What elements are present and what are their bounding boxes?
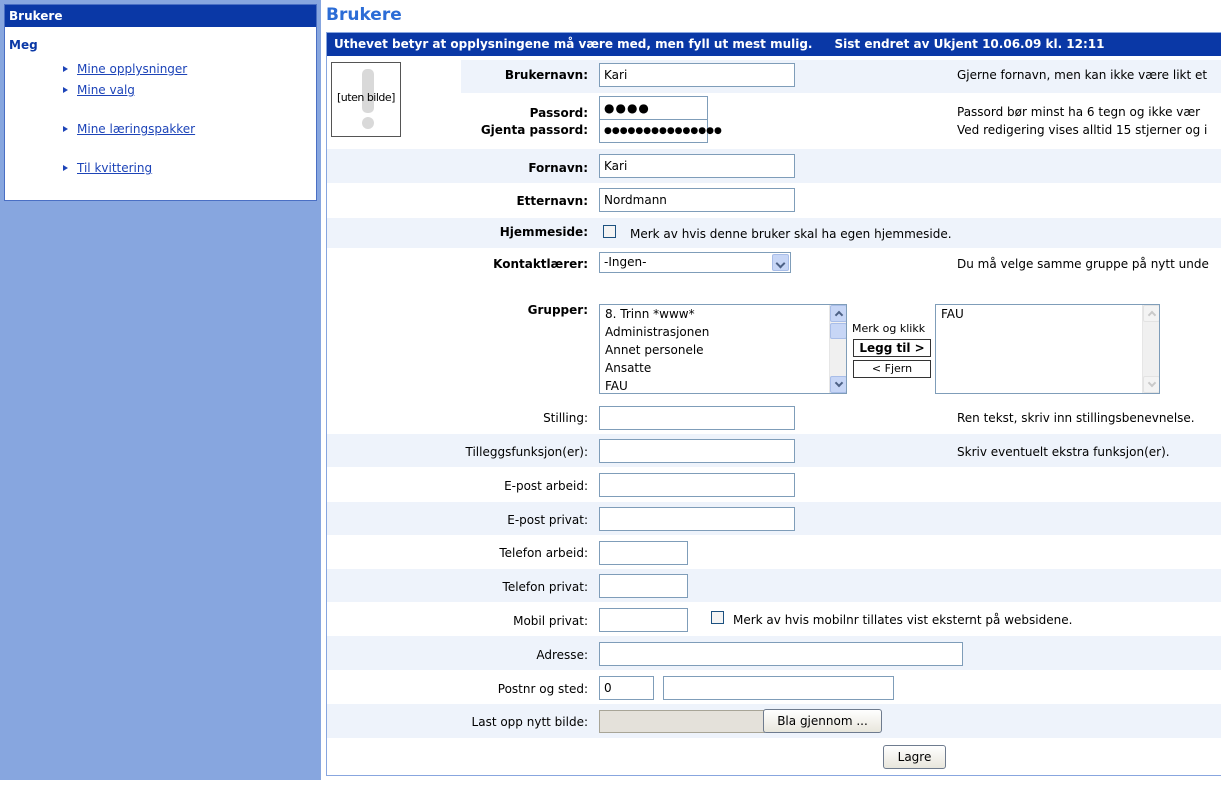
address-input[interactable] — [599, 642, 963, 666]
scroll-down-icon[interactable] — [830, 376, 847, 393]
city-input[interactable] — [663, 676, 894, 700]
extra-functions-input[interactable] — [599, 439, 795, 463]
address-label: Adresse: — [536, 648, 588, 662]
available-groups-list[interactable] — [599, 304, 847, 394]
sidebar — [0, 0, 321, 780]
postal-label: Postnr og sted: — [497, 682, 588, 696]
email-private-label: E-post privat: — [507, 513, 588, 527]
lastname-input[interactable]: Nordmann — [599, 188, 795, 212]
list-item[interactable]: FAU — [941, 307, 964, 321]
phone-private-label: Telefon privat: — [502, 580, 588, 594]
groups-instruction: Merk og klikk — [852, 322, 926, 335]
lastname-label: Etternavn: — [516, 194, 588, 208]
notice-text: Uthevet betyr at opplysningene må være med, men fyll ut mest mulig. — [334, 37, 813, 51]
password-repeat-hint: Ved redigering vises alltid 15 stjerner og i — [957, 123, 1208, 137]
chevron-down-icon[interactable] — [772, 254, 789, 271]
scroll-down-icon — [1143, 376, 1160, 393]
contact-teacher-hint: Du må velge samme gruppe på nytt unde — [957, 257, 1209, 271]
upload-label: Last opp nytt bilde: — [471, 715, 588, 729]
firstname-label: Fornavn: — [528, 161, 588, 175]
email-work-input[interactable] — [599, 473, 795, 497]
password-input[interactable]: ●●●● — [599, 96, 708, 120]
password-label: Passord: — [529, 106, 588, 120]
user-form — [326, 32, 1221, 776]
upload-file-path[interactable] — [599, 710, 765, 733]
remove-group-button[interactable]: < Fjern — [853, 360, 931, 378]
contact-teacher-select[interactable] — [599, 252, 791, 273]
username-input[interactable]: Kari — [599, 63, 795, 87]
position-label: Stilling: — [543, 411, 588, 425]
phone-private-input[interactable] — [599, 574, 688, 598]
phone-work-label: Telefon arbeid: — [499, 546, 588, 560]
list-item[interactable]: FAU — [605, 379, 628, 393]
username-label: Brukernavn: — [504, 68, 588, 82]
groups-label: Grupper: — [527, 303, 588, 317]
browse-button[interactable]: Bla gjennom ... — [763, 709, 882, 733]
password-repeat-label: Gjenta passord: — [480, 123, 588, 137]
profile-photo-placeholder — [331, 62, 401, 137]
position-hint: Ren tekst, skriv inn stillingsbenevnelse. — [957, 411, 1195, 425]
contact-teacher-value: -Ingen- — [604, 255, 647, 269]
mobile-public-checkbox-label: Merk av hvis mobilnr tillates vist eksternt på websidene. — [733, 613, 1073, 627]
email-work-label: E-post arbeid: — [504, 479, 588, 493]
add-group-button[interactable]: Legg til > — [853, 339, 931, 357]
password-repeat-input[interactable]: ●●●●●●●●●●●●●●● — [599, 119, 708, 143]
list-item[interactable]: Ansatte — [605, 361, 652, 375]
list-item[interactable]: 8. Trinn *www* — [605, 307, 695, 321]
email-private-input[interactable] — [599, 507, 795, 531]
mobile-private-input[interactable] — [599, 608, 688, 632]
scroll-up-icon[interactable] — [830, 305, 847, 322]
firstname-input[interactable]: Kari — [599, 154, 795, 178]
notice-bar — [327, 33, 1221, 56]
position-input[interactable] — [599, 406, 795, 430]
mobile-public-checkbox[interactable] — [711, 611, 724, 624]
homepage-checkbox[interactable] — [603, 225, 616, 238]
bullet-icon — [63, 165, 68, 171]
zip-input[interactable]: 0 — [599, 676, 654, 700]
scroll-up-icon — [1143, 305, 1160, 322]
sidebar-link-my-choices[interactable]: Mine valg — [63, 83, 135, 97]
sidebar-link-receipt[interactable]: Til kvittering — [63, 161, 152, 175]
sidebar-link-learning-packages[interactable]: Mine læringspakker — [63, 122, 195, 136]
bullet-icon — [63, 66, 68, 72]
photo-placeholder-text: [uten bilde] — [337, 91, 395, 104]
sidebar-panel — [4, 4, 317, 201]
scroll-thumb[interactable] — [830, 323, 847, 339]
sidebar-section-title: Meg — [9, 38, 38, 52]
homepage-checkbox-label: Merk av hvis denne bruker skal ha egen hjemmeside. — [630, 227, 952, 241]
available-groups-scrollbar[interactable] — [829, 305, 846, 393]
extra-functions-hint: Skriv eventuelt ekstra funksjon(er). — [957, 445, 1170, 459]
homepage-label: Hjemmeside: — [499, 225, 588, 239]
extra-functions-label: Tilleggsfunksjon(er): — [465, 445, 588, 459]
password-hint: Passord bør minst ha 6 tegn og ikke vær — [957, 105, 1201, 119]
selected-groups-list[interactable] — [935, 304, 1160, 394]
phone-work-input[interactable] — [599, 541, 688, 565]
sidebar-link-my-info[interactable]: Mine opplysninger — [63, 62, 187, 76]
page-title: Brukere — [326, 5, 402, 25]
bullet-icon — [63, 126, 68, 132]
username-hint: Gjerne fornavn, men kan ikke være likt et — [957, 68, 1208, 82]
last-changed-text: Sist endret av Ukjent 10.06.09 kl. 12:11 — [834, 37, 1105, 51]
mobile-private-label: Mobil privat: — [513, 614, 588, 628]
contact-teacher-label: Kontaktlærer: — [493, 257, 588, 271]
save-button[interactable]: Lagre — [883, 745, 946, 769]
bullet-icon — [63, 87, 68, 93]
selected-groups-scrollbar — [1142, 305, 1159, 393]
list-item[interactable]: Administrasjonen — [605, 325, 710, 339]
sidebar-header: Brukere — [5, 5, 316, 27]
list-item[interactable]: Annet personele — [605, 343, 704, 357]
